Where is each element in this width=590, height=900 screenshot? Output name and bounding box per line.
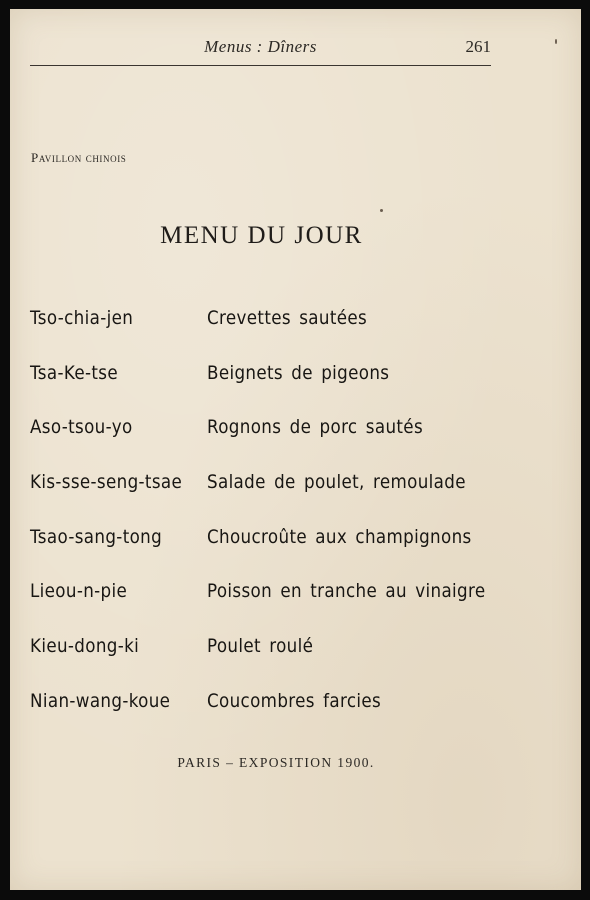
menu-item <box>30 682 560 737</box>
paper-speck <box>380 209 383 212</box>
menu-item <box>30 408 560 463</box>
menu-item <box>30 299 560 354</box>
dish-french-name: Poulet roulé <box>207 635 314 658</box>
dish-chinese-name: Kieu-dong-ki <box>30 635 140 658</box>
venue-name: Pavillon chinois <box>31 150 127 165</box>
dish-chinese-name: Aso-tsou-yo <box>30 416 133 439</box>
dish-french-name: Crevettes sautées <box>207 307 368 329</box>
dish-chinese-name: Lieou-n-pie <box>30 580 128 603</box>
menu-item <box>30 463 560 518</box>
dish-french-name: Rognons de porc sautés <box>207 416 424 439</box>
dish-french-name: Coucombres farcies <box>207 689 382 712</box>
dish-chinese-name: Tsao-sang-tong <box>30 525 163 548</box>
dish-french-name: Salade de poulet, remoulade <box>207 471 466 494</box>
menu-item <box>30 354 560 409</box>
menu-item <box>30 518 560 573</box>
paper-speck <box>555 39 557 44</box>
dish-chinese-name: Tso-chia-jen <box>30 307 134 329</box>
book-page <box>10 9 581 890</box>
page-number: 261 <box>465 37 491 56</box>
dish-french-name: Beignets de pigeons <box>207 361 390 384</box>
menu-title: MENU DU JOUR <box>160 222 363 249</box>
dish-chinese-name: Kis-sse-seng-tsae <box>30 471 183 494</box>
dish-french-name: Choucroûte aux champignons <box>207 525 472 548</box>
menu-item <box>30 572 560 627</box>
dish-french-name: Poisson en tranche au vinaigre <box>207 580 486 603</box>
dish-chinese-name: Tsa-Ke-tse <box>30 361 118 384</box>
dish-chinese-name: Nian-wang-koue <box>30 689 171 712</box>
menu-list <box>30 299 560 737</box>
menu-item <box>30 627 560 682</box>
running-title: Menus : Dîners <box>204 37 317 56</box>
running-head <box>30 35 491 66</box>
page-footer: PARIS – EXPOSITION 1900. <box>177 755 375 770</box>
